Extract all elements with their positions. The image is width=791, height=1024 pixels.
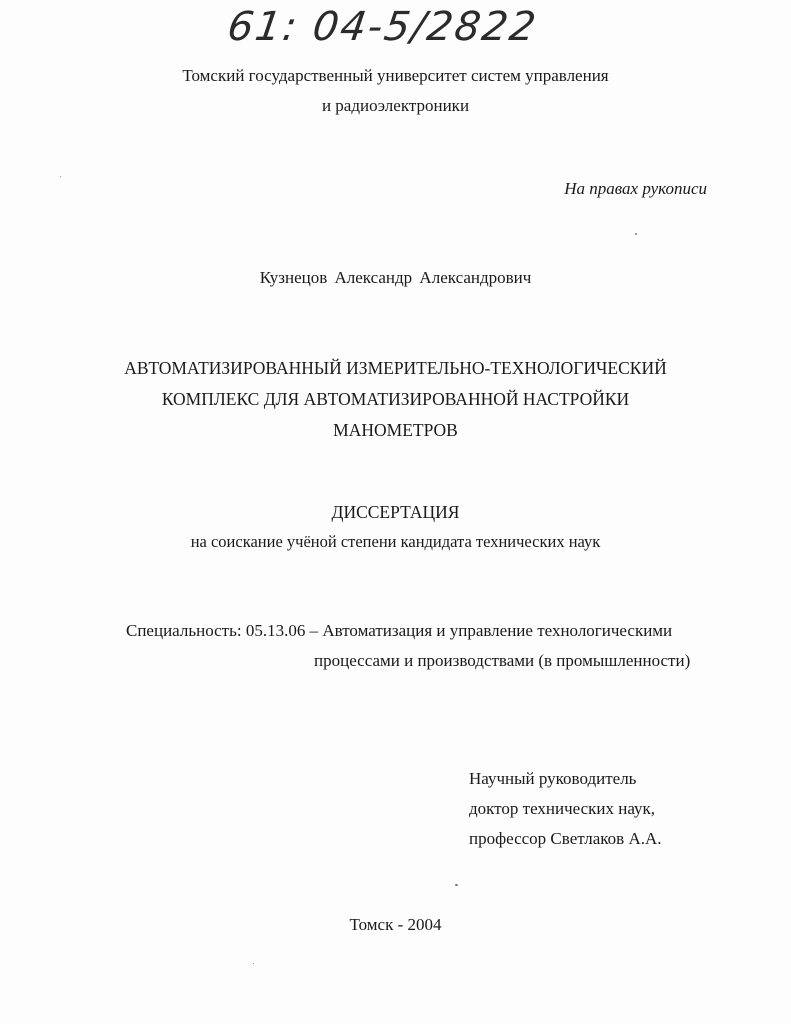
scan-speck <box>60 176 61 177</box>
scan-speck <box>253 963 254 964</box>
specialty-line2: процессами и производствами (в промышленности) <box>314 651 691 670</box>
thesis-title-line3: МАНОМЕТРОВ <box>333 420 458 440</box>
author-name: Кузнецов Александр Александрович <box>259 268 532 287</box>
supervisor-label: Научный руководитель <box>469 769 637 788</box>
university-name-line2: и радиоэлектроники <box>321 96 470 115</box>
specialty-line1: Специальность: 05.13.06 – Автоматизация и управление технологическими <box>126 621 673 640</box>
scan-speck <box>455 884 458 886</box>
thesis-title-line2: КОМПЛЕКС ДЛЯ АВТОМАТИЗИРОВАННОЙ НАСТРОЙКИ <box>161 389 630 409</box>
archive-handwritten-mark: 61: 04-5/2822 <box>224 4 541 50</box>
supervisor-name: профессор Светлаков А.А. <box>469 829 662 848</box>
university-name-line1: Томский государственный университет систем управления <box>182 66 609 85</box>
supervisor-degree: доктор технических наук, <box>469 799 656 818</box>
manuscript-rights-note: На правах рукописи <box>564 179 707 198</box>
city-year: Томск - 2004 <box>349 915 442 934</box>
dissertation-subtitle: на соискание учёной степени кандидата технических наук <box>190 532 601 551</box>
scan-speck <box>635 233 637 235</box>
dissertation-heading: ДИССЕРТАЦИЯ <box>331 502 460 522</box>
thesis-title-line1: АВТОМАТИЗИРОВАННЫЙ ИЗМЕРИТЕЛЬНО-ТЕХНОЛОГИЧЕСКИЙ <box>124 358 667 378</box>
